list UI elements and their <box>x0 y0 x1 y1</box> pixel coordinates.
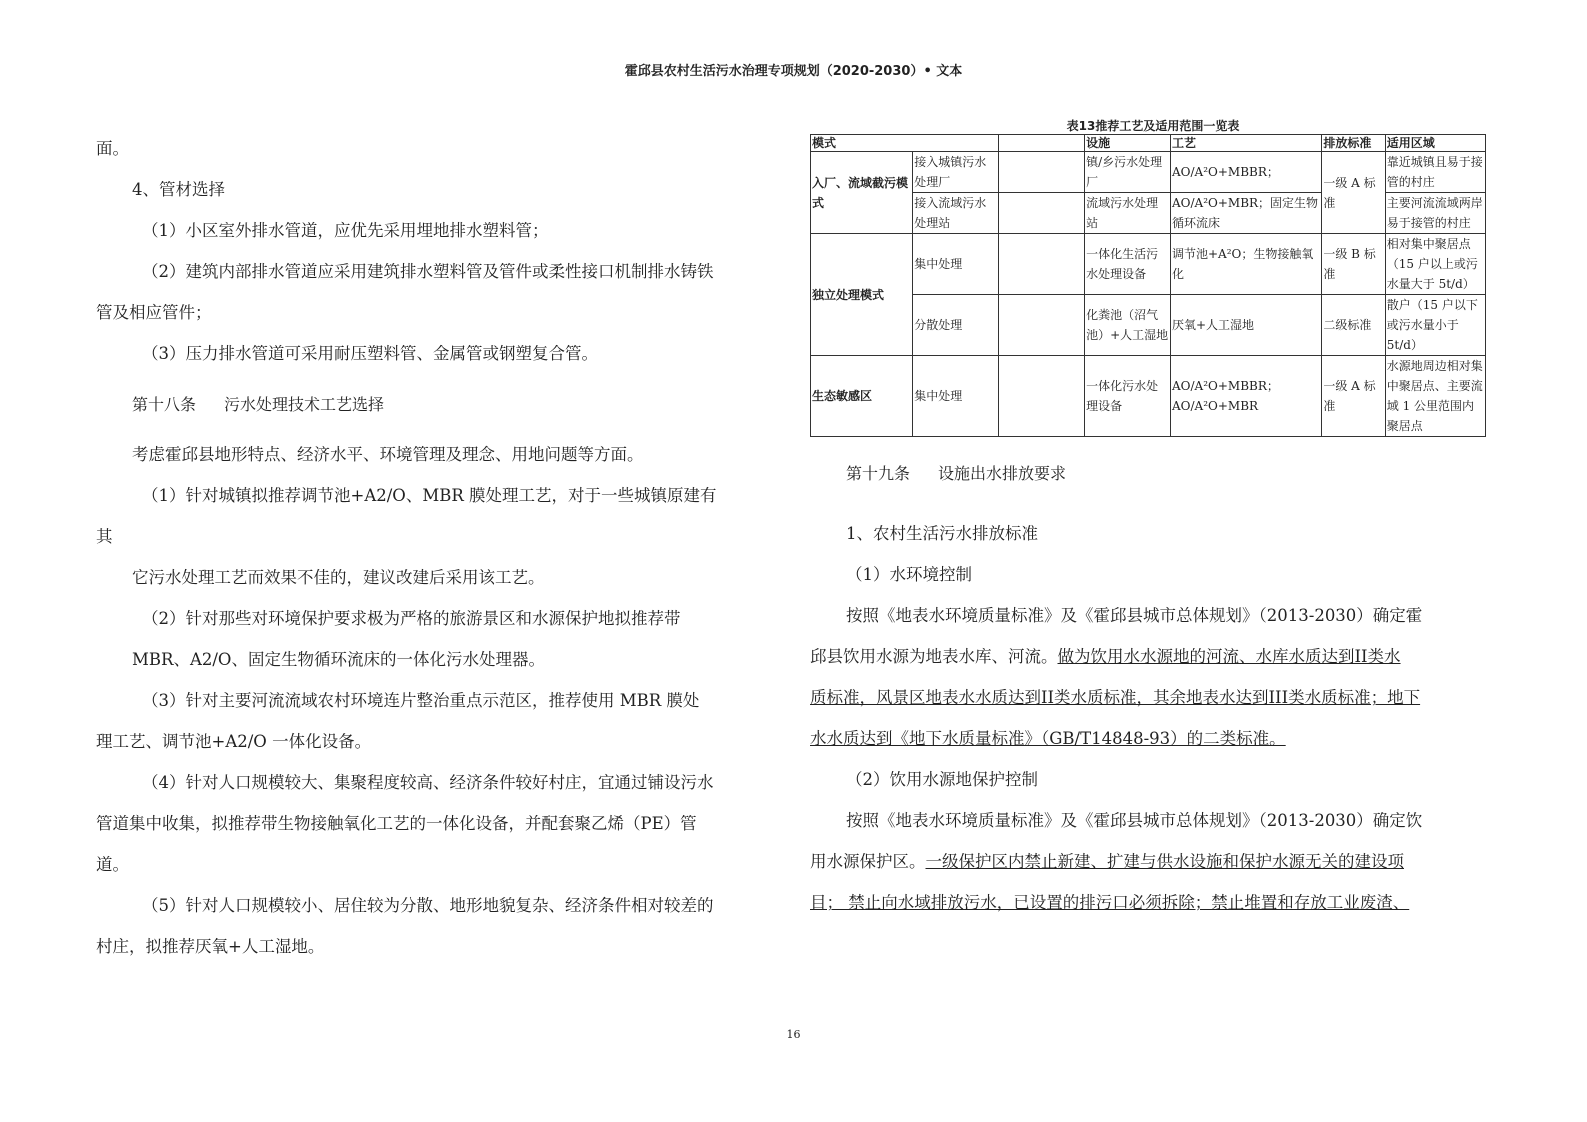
section-title: 1、农村生活污水排放标准 <box>846 524 1038 543</box>
paragraph <box>810 636 1496 677</box>
cell-standard: 二级标准 <box>1322 295 1385 356</box>
paragraph <box>810 718 1496 759</box>
cell-empty <box>999 234 1085 295</box>
underlined-text: 做为饮用水水源地的河流、水库水质达到II类水 <box>1057 647 1401 666</box>
cell-type: 分散处理 <box>913 295 999 356</box>
table-header-row <box>811 135 1486 152</box>
paragraph: 其 <box>96 527 113 546</box>
cell-standard: 一级 A 标准 <box>1322 356 1385 437</box>
cell-process: AO/A²O+MBBR； <box>1171 152 1322 193</box>
paragraph: 理工艺、调节池+A2/O 一体化设备。 <box>96 732 372 751</box>
underlined-text: 目； 禁止向水域排放污水，已设置的排污口必须拆除；禁止堆置和存放工业废渣、 <box>810 893 1410 912</box>
table-row <box>811 356 1486 437</box>
page-number: 16 <box>786 1028 801 1041</box>
plain-text: 用水源保护区。 <box>810 852 926 871</box>
cell-empty <box>999 193 1085 234</box>
header-facility: 设施 <box>1085 135 1171 152</box>
paragraph: 村庄，拟推荐厌氧+人工湿地。 <box>96 937 325 956</box>
paragraph <box>810 882 1496 923</box>
subsection-title: （1）水环境控制 <box>846 565 972 584</box>
cell-facility: 一体化生活污水处理设备 <box>1085 234 1171 295</box>
cell-empty <box>999 356 1085 437</box>
cell-type: 接入城镇污水处理厂 <box>913 152 999 193</box>
cell-area: 主要河流流域两岸易于接管的村庄 <box>1385 193 1485 234</box>
cell-area: 水源地周边相对集中聚居点、主要流域 1 公里范围内聚居点 <box>1385 356 1485 437</box>
header-mode: 模式 <box>811 135 999 152</box>
underlined-text: 水水质达到《地下水质量标准》（GB/T14848-93）的二类标准。 <box>810 729 1286 748</box>
paragraph <box>810 677 1496 718</box>
cell-process: AO/A²O+MBR；固定生物循环流床 <box>1171 193 1322 234</box>
article-title: 污水处理技术工艺选择 <box>224 395 385 414</box>
article-number: 第十九条 <box>846 464 911 483</box>
underlined-text: 一级保护区内禁止新建、扩建与供水设施和保护水源无关的建设项 <box>925 852 1404 871</box>
paragraph: （1）小区室外排水管道，应优先采用埋地排水塑料管； <box>142 221 549 240</box>
article-title: 设施出水排放要求 <box>938 464 1067 483</box>
paragraph: 面。 <box>96 139 129 158</box>
paragraph: （3）针对主要河流流域农村环境连片整治重点示范区，推荐使用 MBR 膜处 <box>142 691 700 710</box>
header-area: 适用区域 <box>1385 135 1485 152</box>
cell-type: 接入流域污水处理站 <box>913 193 999 234</box>
cell-type: 集中处理 <box>913 356 999 437</box>
cell-area: 相对集中聚居点（15 户以上或污水量大于 5t/d） <box>1385 234 1485 295</box>
cell-facility: 镇/乡污水处理厂 <box>1085 152 1171 193</box>
paragraph <box>810 841 1496 882</box>
paragraph: （5）针对人口规模较小、居住较为分散、地形地貌复杂、经济条件相对较差的 <box>142 896 714 915</box>
cell-facility: 流域污水处理站 <box>1085 193 1171 234</box>
cell-empty <box>999 295 1085 356</box>
table-caption: 表13推荐工艺及适用范围一览表 <box>1066 119 1240 133</box>
section-title: 4、管材选择 <box>132 180 225 199</box>
paragraph: 考虑霍邱县地形特点、经济水平、环境管理及理念、用地问题等方面。 <box>132 445 644 464</box>
cell-facility: 一体化污水处理设备 <box>1085 356 1171 437</box>
cell-empty <box>999 152 1085 193</box>
header-standard: 排放标准 <box>1322 135 1385 152</box>
paragraph: 道。 <box>96 855 129 874</box>
paragraph: 管道集中收集，拟推荐带生物接触氧化工艺的一体化设备，并配套聚乙烯（PE）管 <box>96 814 697 833</box>
cell-type: 集中处理 <box>913 234 999 295</box>
cell-mode: 入厂、流域截污模式 <box>811 152 913 234</box>
cell-facility: 化粪池（沼气池）+人工湿地 <box>1085 295 1171 356</box>
subsection-title: （2）饮用水源地保护控制 <box>846 770 1038 789</box>
paragraph: （2）针对那些对环境保护要求极为严格的旅游景区和水源保护地拟推荐带 <box>142 609 681 628</box>
paragraph: 按照《地表水环境质量标准》及《霍邱县城市总体规划》（2013-2030）确定饮 <box>846 811 1423 830</box>
cell-area: 靠近城镇且易于接管的村庄 <box>1385 152 1485 193</box>
cell-process: AO/A²O+MBBR；AO/A²O+MBR <box>1171 356 1322 437</box>
paragraph: MBR、A2/O、固定生物循环流床的一体化污水处理器。 <box>132 650 545 669</box>
paragraph: 管及相应管件； <box>96 303 212 322</box>
paragraph: （3）压力排水管道可采用耐压塑料管、金属管或钢塑复合管。 <box>142 344 598 363</box>
underlined-text: 质标准，风景区地表水水质达到II类水质标准，其余地表水达到III类水质标准；地下 <box>810 688 1421 707</box>
cell-mode: 生态敏感区 <box>811 356 913 437</box>
left-column <box>96 128 776 967</box>
header-blank <box>999 135 1085 152</box>
article-heading-19 <box>810 459 1496 489</box>
article-number: 第十八条 <box>132 395 197 414</box>
paragraph: （4）针对人口规模较大、集聚程度较高、经济条件较好村庄，宜通过铺设污水 <box>142 773 714 792</box>
article-heading-18 <box>96 390 776 420</box>
cell-process: 厌氧+人工湿地 <box>1171 295 1322 356</box>
cell-mode: 独立处理模式 <box>811 234 913 356</box>
header-process: 工艺 <box>1171 135 1322 152</box>
cell-area: 散户（15 户以下或污水量小于 5t/d） <box>1385 295 1485 356</box>
plain-text: 邱县饮用水源为地表水库、河流。 <box>810 647 1058 666</box>
paragraph: （2）建筑内部排水管道应采用建筑排水塑料管及管件或柔性接口机制排水铸铁 <box>142 262 714 281</box>
paragraph: 按照《地表水环境质量标准》及《霍邱县城市总体规划》（2013-2030）确定霍 <box>846 606 1423 625</box>
process-table <box>810 134 1486 437</box>
right-column <box>810 118 1496 923</box>
table-row <box>811 234 1486 295</box>
cell-standard: 一级 B 标准 <box>1322 234 1385 295</box>
cell-standard: 一级 A 标准 <box>1322 152 1385 234</box>
document-header: 霍邱县农村生活污水治理专项规划（2020-2030）• 文本 <box>624 64 963 79</box>
paragraph: 它污水处理工艺而效果不佳的，建议改建后采用该工艺。 <box>132 568 545 587</box>
cell-process: 调节池+A²O；生物接触氧化 <box>1171 234 1322 295</box>
table-row <box>811 152 1486 193</box>
paragraph: （1）针对城镇拟推荐调节池+A2/O、MBR 膜处理工艺，对于一些城镇原建有 <box>142 486 717 505</box>
